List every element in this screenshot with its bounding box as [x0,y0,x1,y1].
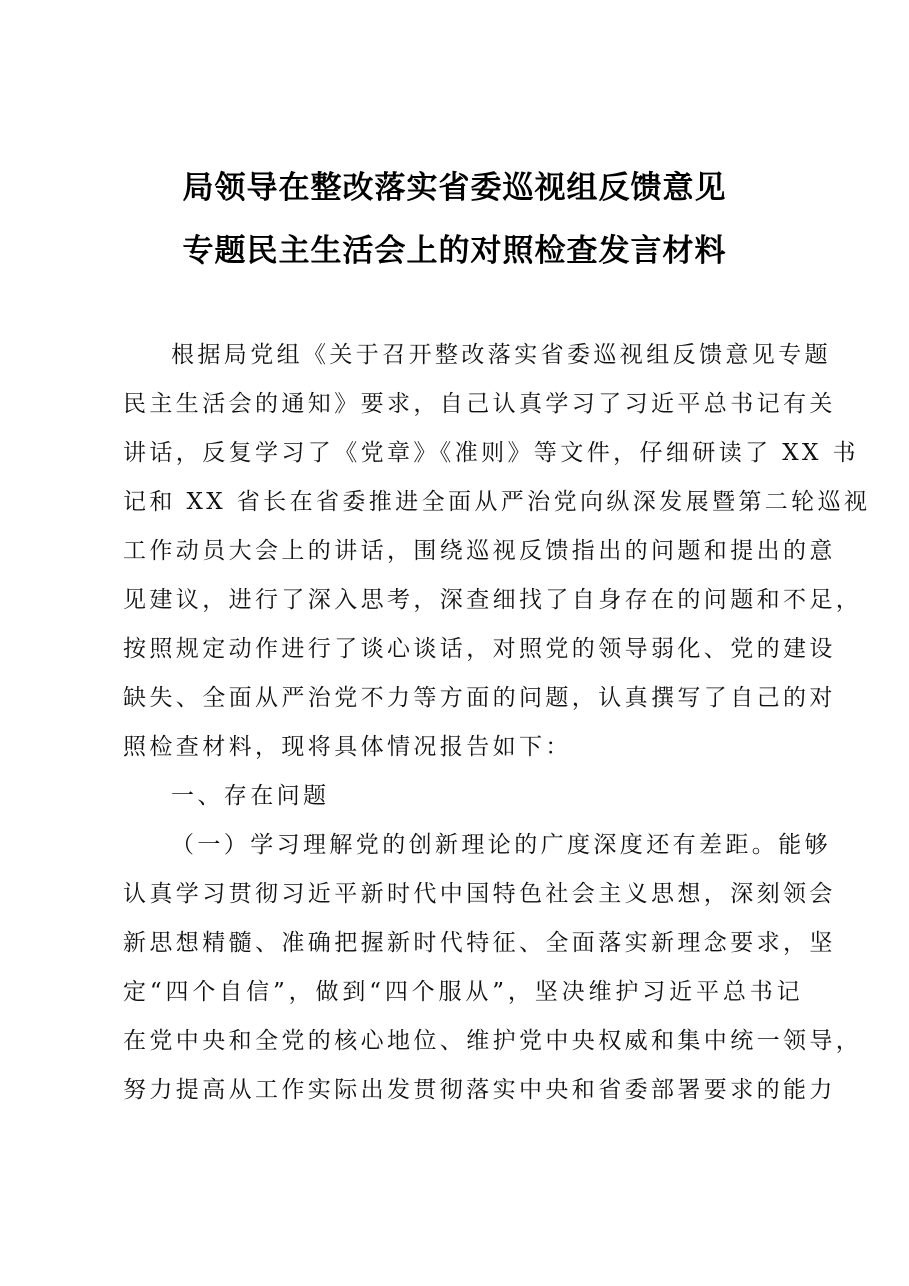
paragraph-2-line-4: 定“四个自信”，做到“四个服从”，坚决维护习近平总书记 [123,979,803,1005]
paragraph-1-line-5: 工作动员大会上的讲话，围绕巡视反馈指出的问题和提出的意 [123,538,836,564]
document-title-line-1: 局领导在整改落实省委巡视组反馈意见 [182,170,727,206]
document-title-line-2: 专题民主生活会上的对照检查发言材料 [182,233,727,269]
paragraph-2-line-6: 努力提高从工作实际出发贯彻落实中央和省委部署要求的能力 [123,1077,836,1103]
paragraph-1-line-7: 按照规定动作进行了谈心谈话，对照党的领导弱化、党的建设 [123,636,836,662]
paragraph-1-line-6: 见建议，进行了深入思考，深查细找了自身存在的问题和不足， [123,587,863,613]
paragraph-2-line-2: 认真学习贯彻习近平新时代中国特色社会主义思想，深刻领会 [123,881,836,907]
paragraph-2-line-3: 新思想精髓、准确把握新时代特征、全面落实新理念要求，坚 [123,930,836,956]
section-1-heading: 一、存在问题 [171,783,330,809]
paragraph-1-line-3: 讲话，反复学习了《党章》《准则》等文件，仔细研读了 XX 书 [123,440,859,466]
paragraph-1-line-2: 民主生活会的通知》要求，自己认真学习了习近平总书记有关 [123,391,836,417]
paragraph-1-line-8: 缺失、全面从严治党不力等方面的问题，认真撰写了自己的对 [123,685,836,711]
paragraph-2-line-5: 在党中央和全党的核心地位、维护党中央权威和集中统一领导， [123,1028,863,1054]
paragraph-1-line-9: 照检查材料，现将具体情况报告如下： [123,734,572,760]
paragraph-1-line-1: 根据局党组《关于召开整改落实省委巡视组反馈意见专题 [171,342,831,368]
paragraph-1-line-4: 记和 XX 省长在省委推进全面从严治党向纵深发展暨第二轮巡视 [123,489,871,515]
paragraph-2-line-1: （一）学习理解党的创新理论的广度深度还有差距。能够 [171,832,831,858]
